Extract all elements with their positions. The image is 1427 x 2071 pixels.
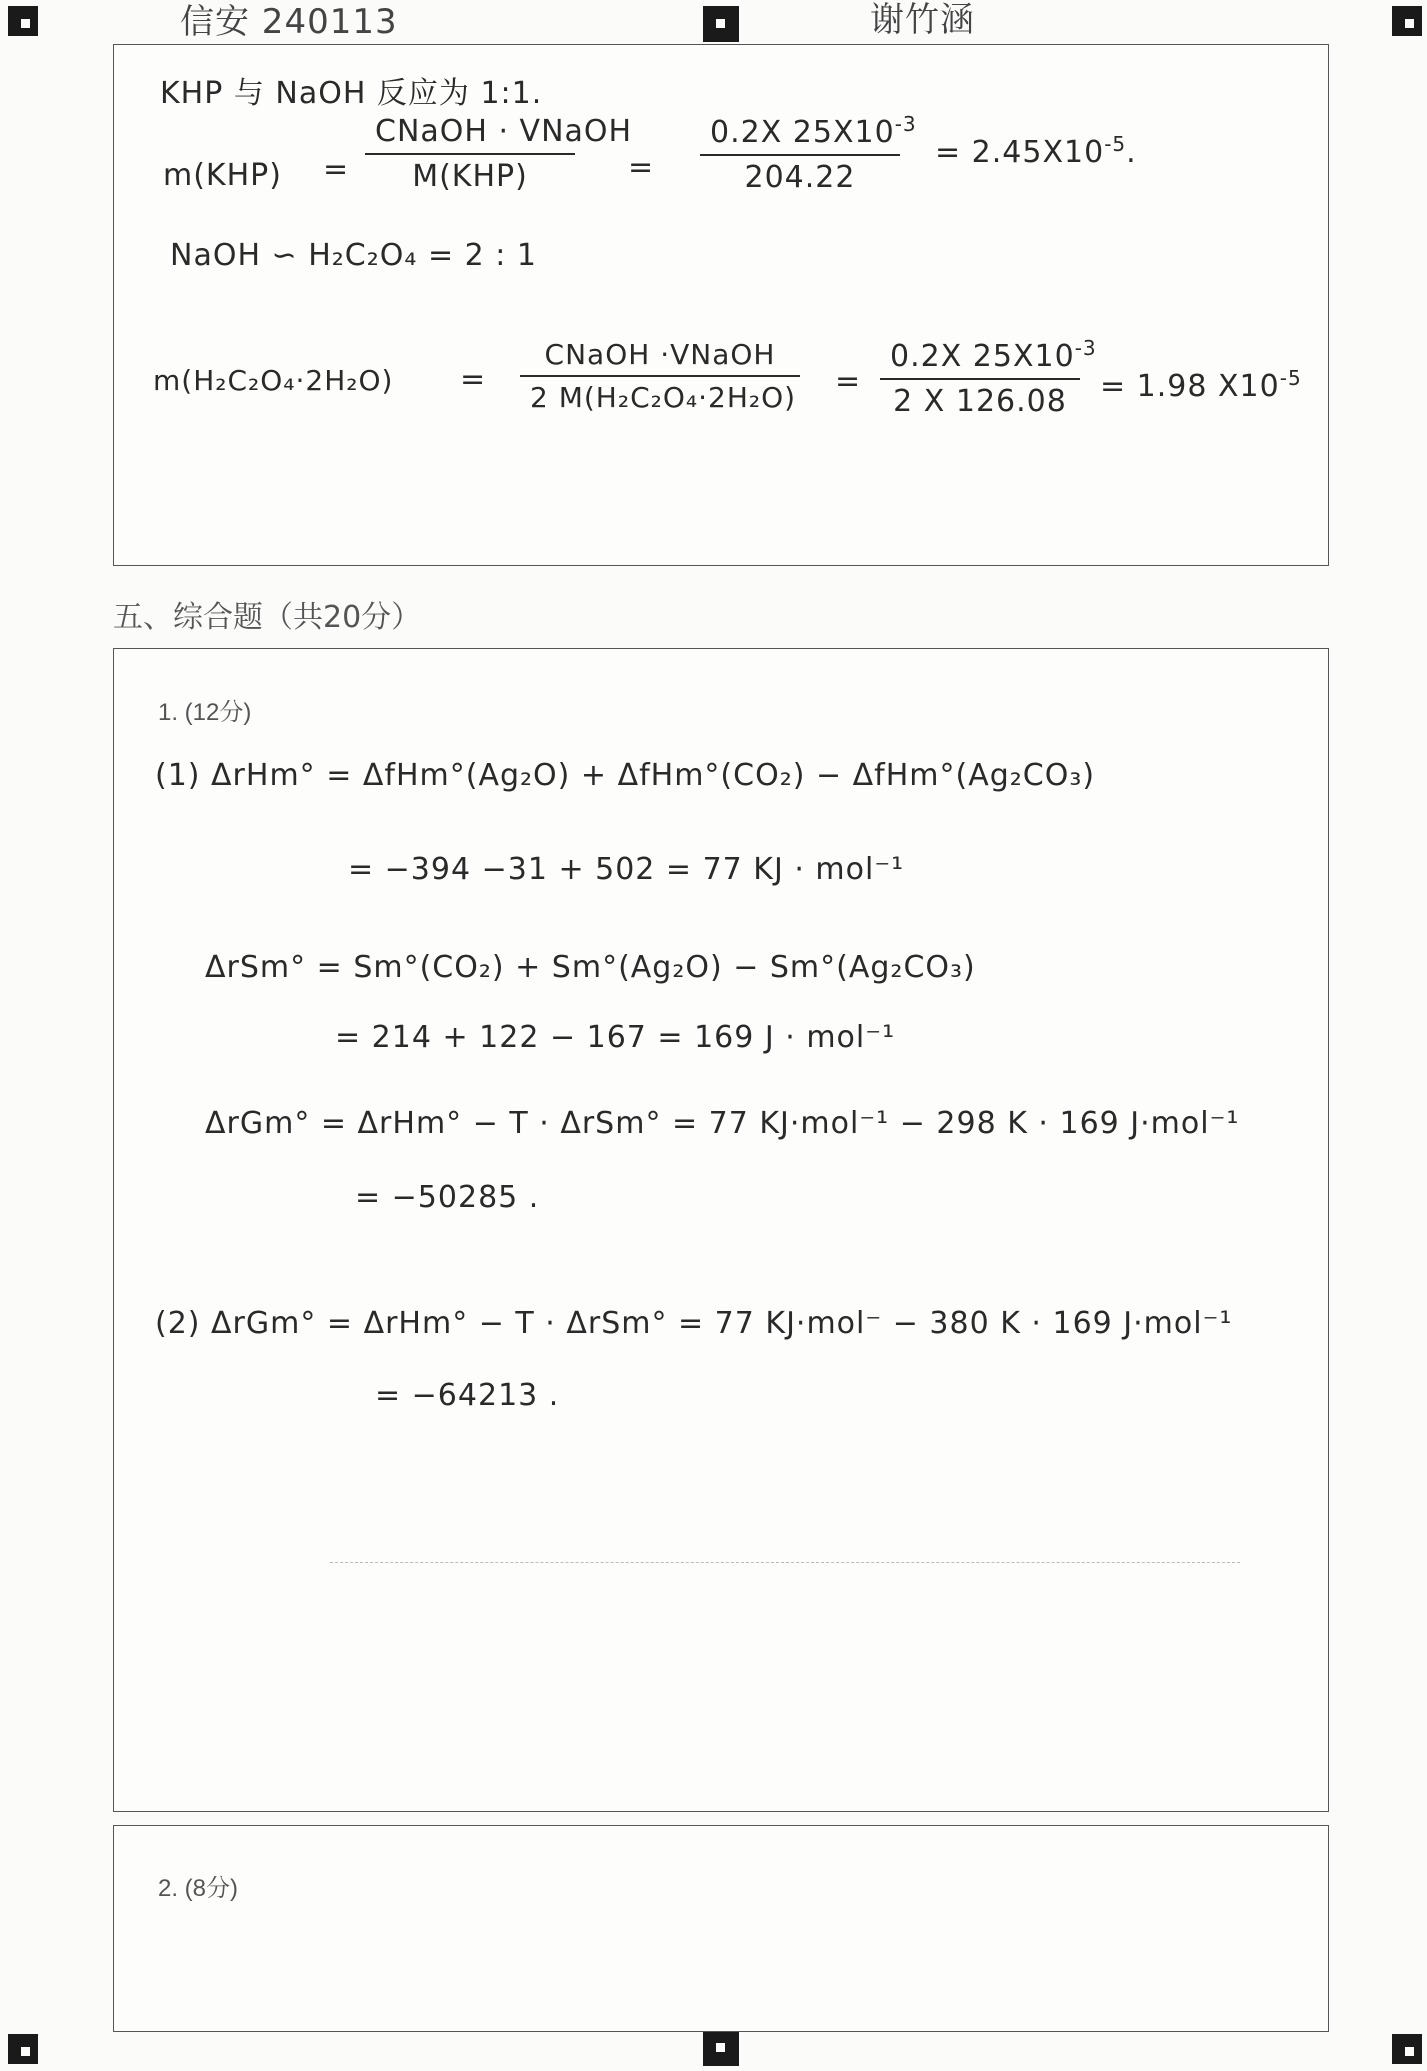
registration-marker-bottom-center — [703, 2030, 739, 2066]
result-oxalic-exponent: -5 — [1279, 366, 1302, 390]
fraction-khp-values-denominator: 204.22 — [744, 160, 856, 195]
fraction-khp-formula — [365, 114, 633, 194]
result-khp-tail: . — [1126, 135, 1137, 170]
result-khp-exponent: -5 — [1104, 132, 1127, 156]
q1-line-enthalpy-result: = −394 −31 + 502 = 77 KJ · mol⁻¹ — [348, 852, 905, 887]
q1-line-gibbs-result: = −50285 . — [355, 1180, 540, 1215]
q1-line-entropy: ΔrSm° = Sm°(CO₂) + Sm°(Ag₂O) − Sm°(Ag₂CO₃) — [205, 950, 976, 985]
fraction-oxalic-numerator: CNaOH ·VNaOH — [544, 338, 776, 371]
result-oxalic-mantissa: = 1.98 X10 — [1100, 369, 1280, 404]
fraction-khp-denominator: M(KHP) — [412, 159, 528, 194]
fraction-oxalic-values-denominator: 2 X 126.08 — [893, 384, 1067, 419]
student-id-handwriting: 信安 240113 — [180, 2, 398, 42]
answer-box-question-2 — [113, 1825, 1329, 2032]
answer-box-question-1 — [113, 648, 1329, 1812]
q1-line-entropy-result: = 214 + 122 − 167 = 169 J · mol⁻¹ — [335, 1020, 896, 1055]
fraction-oxalic-values — [880, 336, 1097, 419]
fraction-oxalic-denominator: 2 M(H₂C₂O₄·2H₂O) — [530, 381, 797, 414]
section-title: 五、综合题（共20分） — [113, 600, 422, 635]
registration-marker-top-left — [8, 6, 38, 36]
registration-marker-top-center — [703, 6, 739, 42]
fraction-oxalic-formula — [520, 338, 800, 414]
fraction-khp-values-exponent: -3 — [894, 112, 917, 136]
fraction-oxalic-values-exponent: -3 — [1074, 336, 1097, 360]
registration-marker-bottom-left — [8, 2034, 38, 2064]
result-oxalic — [1100, 366, 1302, 404]
student-name-handwriting: 谢竹涵 — [870, 0, 975, 40]
question-2-label: 2. (8分) — [158, 1875, 239, 1902]
naoh-oxalic-ratio-line: NaOH ∽ H₂C₂O₄ = 2 : 1 — [170, 238, 537, 273]
fraction-oxalic-values-numerator: 0.2X 25X10 — [890, 339, 1075, 374]
q1-line-enthalpy: (1) ΔrHm° = ΔfHm°(Ag₂O) + ΔfHm°(CO₂) − ΔfHm°(Ag₂CO₃) — [155, 758, 1096, 793]
equals-sign-1: = — [323, 152, 350, 187]
fraction-khp-values-numerator: 0.2X 25X10 — [710, 115, 895, 150]
question-1-label: 1. (12分) — [158, 699, 252, 726]
fraction-khp-numerator: CNaOH · VNaOH — [375, 114, 633, 149]
result-khp — [935, 132, 1137, 170]
equals-sign-2: = — [628, 150, 655, 185]
registration-marker-bottom-right — [1392, 2034, 1422, 2064]
dotted-guide-line — [330, 1562, 1240, 1563]
q2-part-gibbs: (2) ΔrGm° = ΔrHm° − T · ΔrSm° = 77 KJ·mol⁻ − 380 K · 169 J·mol⁻¹ — [155, 1306, 1233, 1341]
m-khp-label: m(KHP) — [163, 158, 282, 193]
equals-sign-4: = — [835, 364, 862, 399]
q2-part-gibbs-result: = −64213 . — [375, 1378, 560, 1413]
fraction-khp-values — [700, 112, 917, 195]
m-oxalic-label: m(H₂C₂O₄·2H₂O) — [153, 364, 394, 397]
reaction-ratio-line: KHP 与 NaOH 反应为 1:1. — [160, 76, 543, 111]
registration-marker-top-right — [1392, 6, 1422, 36]
q1-line-gibbs: ΔrGm° = ΔrHm° − T · ΔrSm° = 77 KJ·mol⁻¹ − 298 K · 169 J·mol⁻¹ — [205, 1106, 1240, 1141]
result-khp-mantissa: = 2.45X10 — [935, 135, 1105, 170]
equals-sign-3: = — [460, 362, 487, 397]
